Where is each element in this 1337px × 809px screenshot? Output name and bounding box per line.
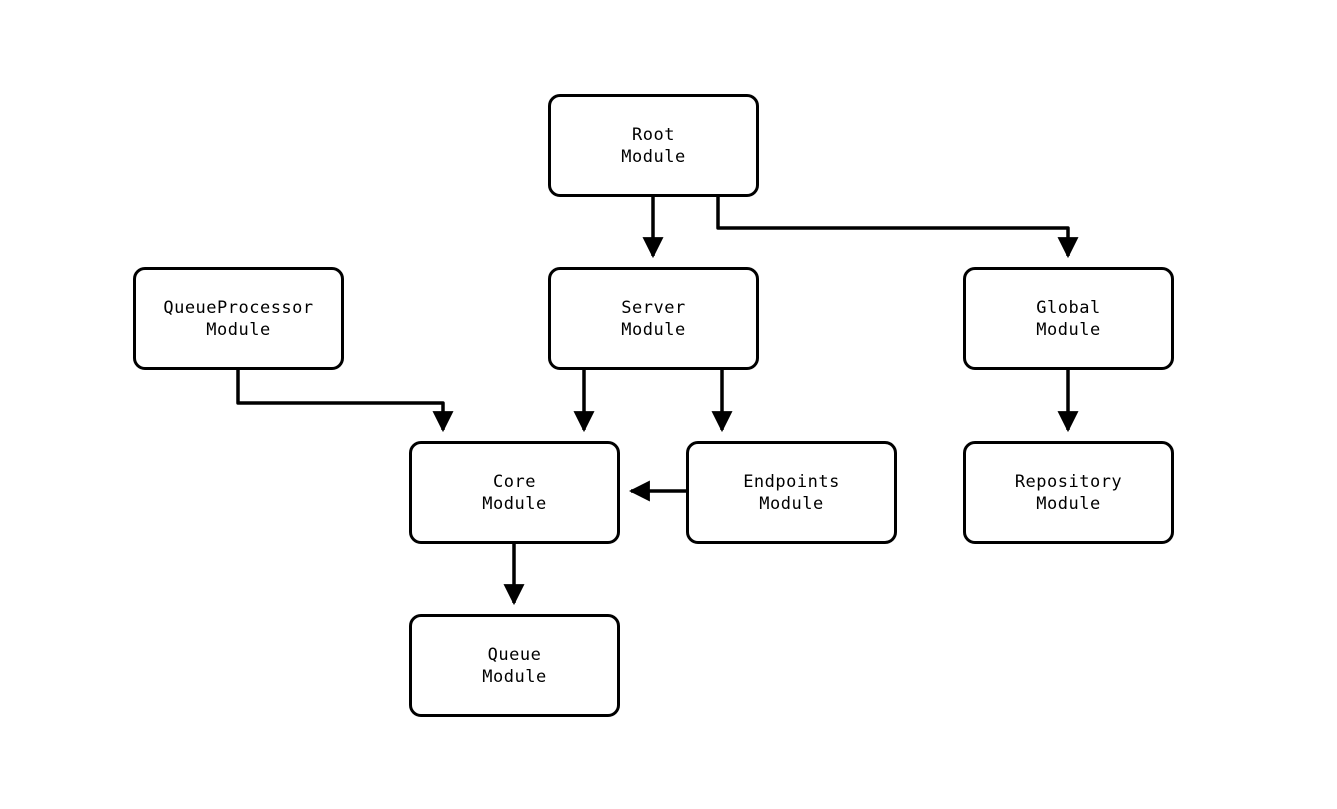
node-label-line1: QueueProcessor bbox=[163, 297, 314, 318]
node-global-module[interactable] bbox=[963, 267, 1174, 370]
node-label-line2: Module bbox=[482, 493, 547, 514]
node-label-line2: Module bbox=[759, 493, 824, 514]
node-repository-module[interactable] bbox=[963, 441, 1174, 544]
node-label-line1: Root bbox=[632, 124, 675, 145]
node-label-line1: Repository bbox=[1014, 471, 1123, 492]
node-label-line2: Module bbox=[206, 319, 271, 340]
node-label-line1: Endpoints bbox=[743, 471, 840, 492]
node-root-module[interactable] bbox=[548, 94, 759, 197]
node-label-line2: Module bbox=[621, 319, 686, 340]
node-label-line1: Core bbox=[493, 471, 536, 492]
node-label-line2: Module bbox=[621, 146, 686, 167]
node-core-module[interactable] bbox=[409, 441, 620, 544]
node-queueprocessor-module[interactable] bbox=[133, 267, 344, 370]
node-label-line2: Module bbox=[1036, 319, 1101, 340]
node-server-module[interactable] bbox=[548, 267, 759, 370]
node-label-line1: Server bbox=[621, 297, 686, 318]
edge-root-to-global bbox=[718, 197, 1068, 256]
edge-queueprocessor-to-core bbox=[238, 370, 443, 430]
node-endpoints-module[interactable] bbox=[686, 441, 897, 544]
node-queue-module[interactable] bbox=[409, 614, 620, 717]
node-label-line1: Queue bbox=[487, 644, 542, 665]
node-label-line2: Module bbox=[482, 666, 547, 687]
node-label-line2: Module bbox=[1036, 493, 1101, 514]
node-label-line1: Global bbox=[1036, 297, 1101, 318]
